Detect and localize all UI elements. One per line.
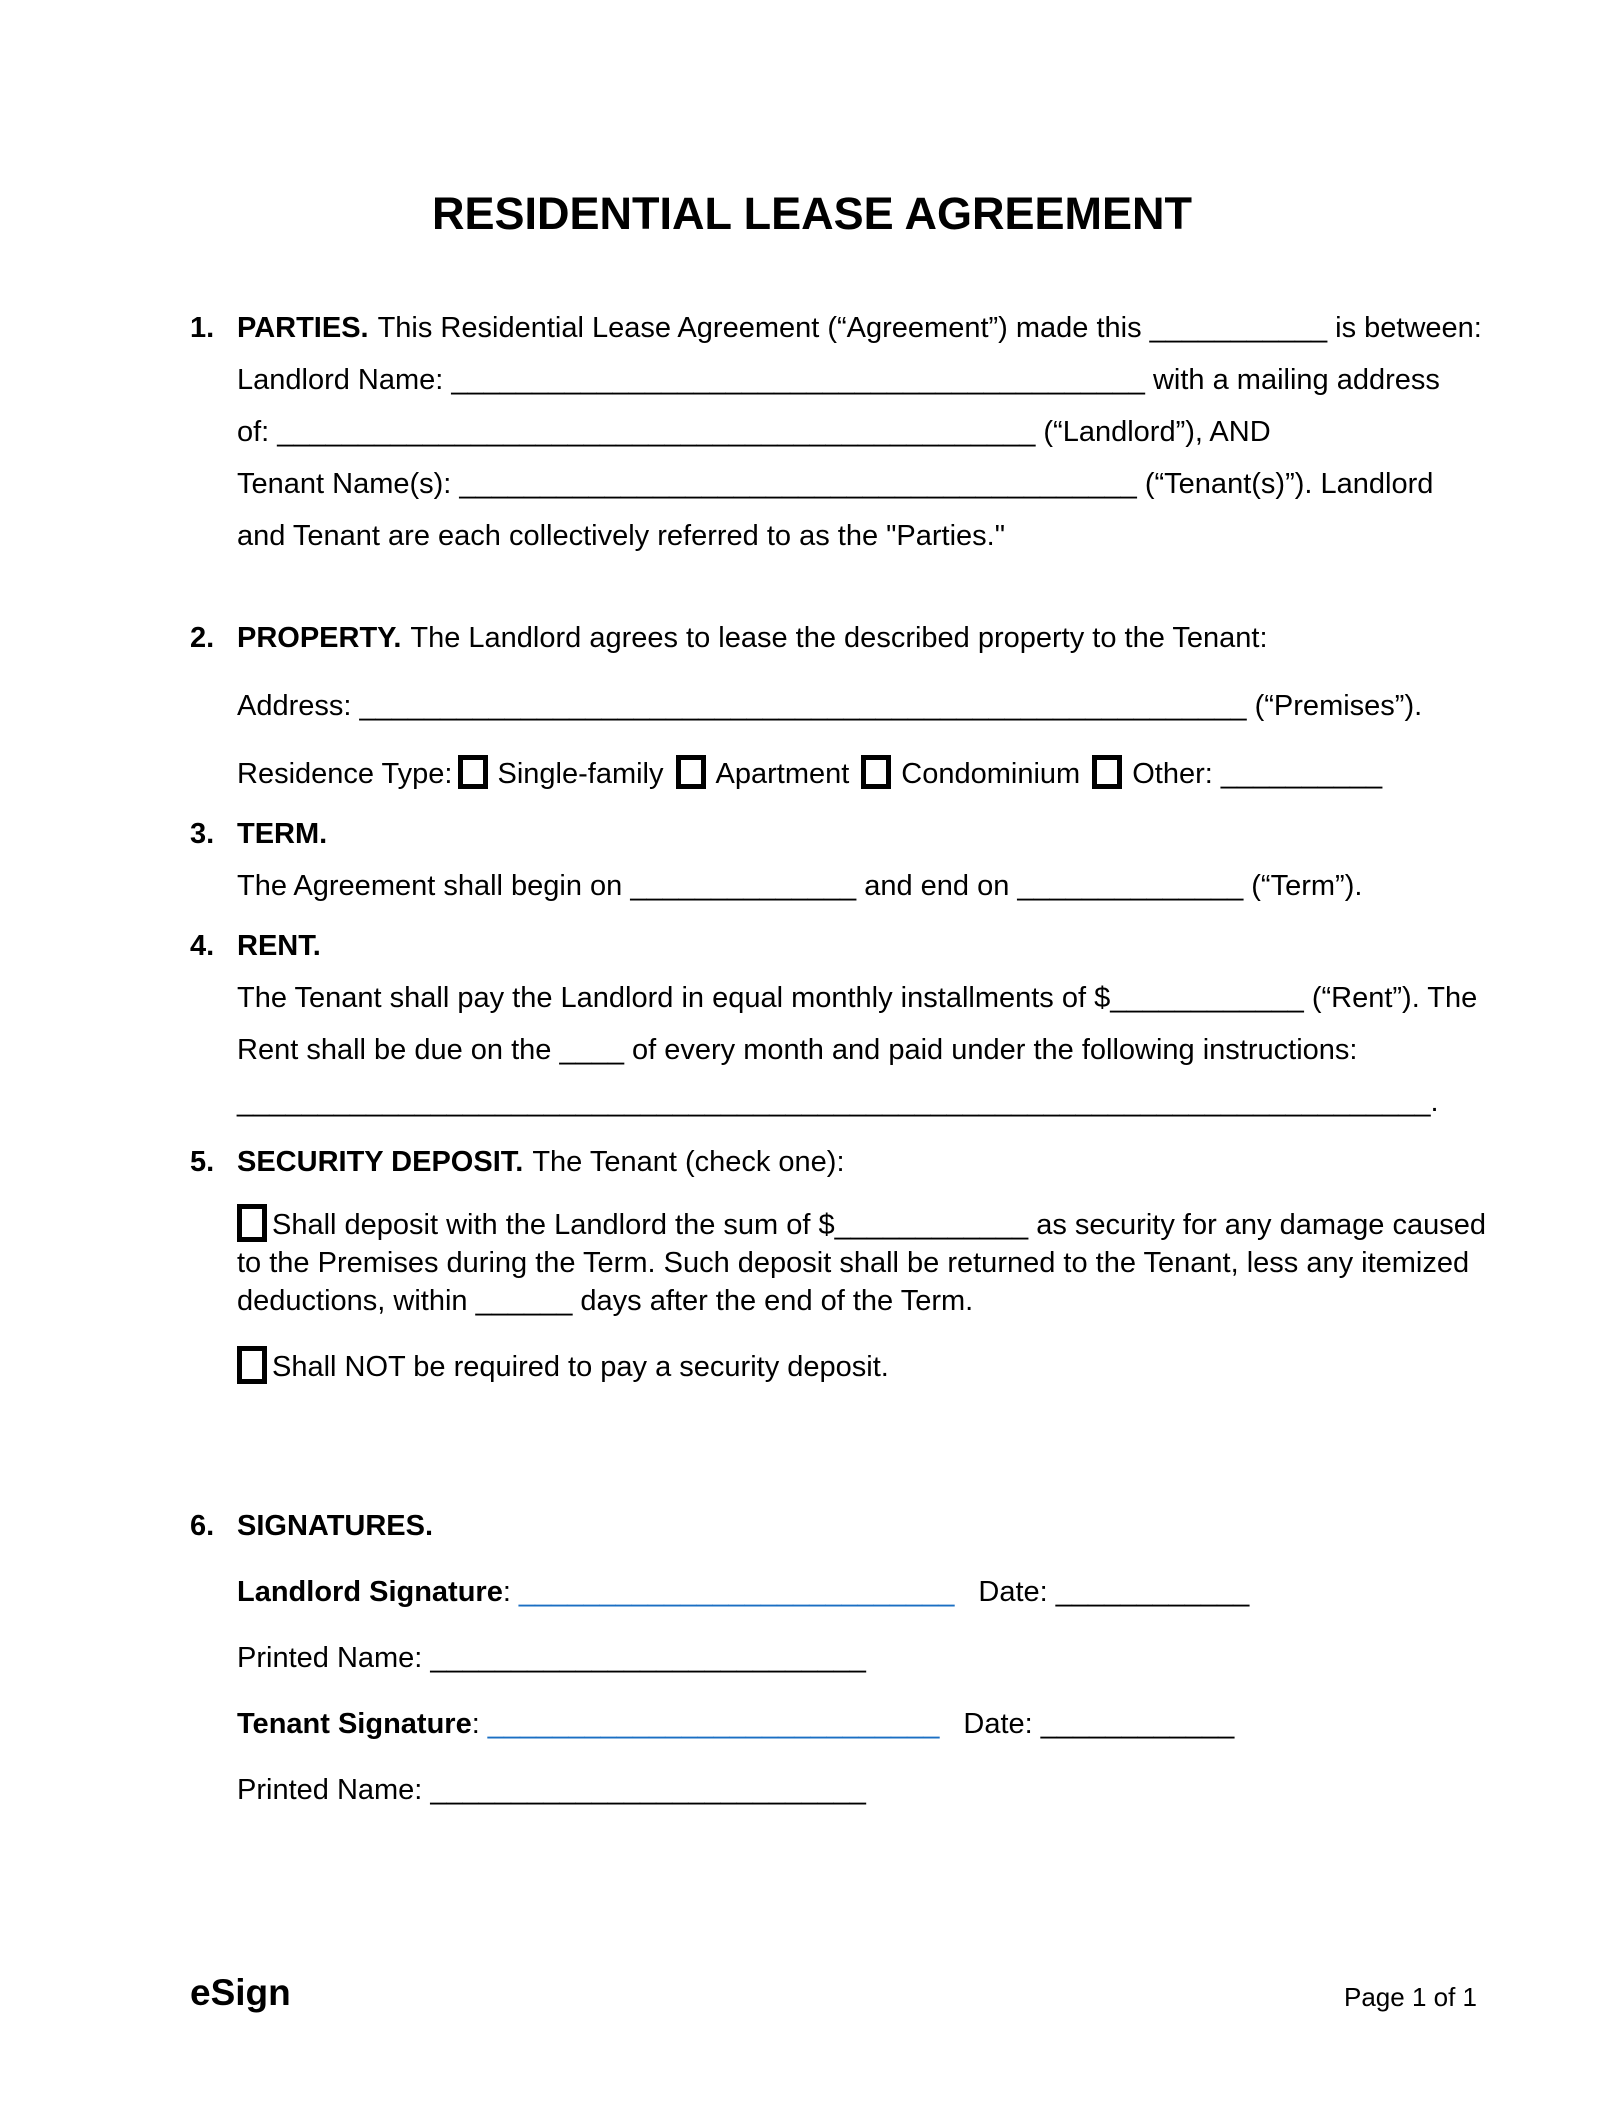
section-heading-parties: PARTIES. xyxy=(237,312,369,344)
landlord-signature-field[interactable]: ___________________________ xyxy=(518,1576,955,1608)
tenant-name-line: Tenant Name(s): __________________________________________ (“Tenant(s)”). Landlord xyxy=(237,468,1434,500)
term-dates-line: The Agreement shall begin on ______________ and end on ______________ (“Term”). xyxy=(237,870,1363,902)
section-signatures xyxy=(190,1500,1484,1816)
section-heading-rent: RENT. xyxy=(237,930,321,962)
parties-collective-line: and Tenant are each collectively referred to as the "Parties." xyxy=(237,520,1006,552)
section-term xyxy=(190,808,1484,912)
section-rent xyxy=(190,920,1484,1128)
esign-logo: eSign xyxy=(190,1972,291,2013)
tenant-printed-name-blank: ___________________________ xyxy=(430,1774,866,1806)
residence-option-single-family: Single-family xyxy=(497,758,664,790)
date-label: Date: xyxy=(963,1708,1033,1740)
landlord-date-blank: ____________ xyxy=(1055,1576,1250,1608)
section-heading-security-deposit: SECURITY DEPOSIT. xyxy=(237,1146,524,1178)
date-label: Date: xyxy=(978,1576,1048,1608)
landlord-address-line: of: _______________________________________________ (“Landlord”), AND xyxy=(237,416,1271,448)
deposit-option-shall-deposit xyxy=(237,1204,1484,1320)
tenant-date-blank: ____________ xyxy=(1040,1708,1235,1740)
printed-name-label: Printed Name: xyxy=(237,1642,423,1674)
parties-intro-text: This Residential Lease Agreement (“Agreement”) made this ___________ is between: xyxy=(377,312,1482,344)
section-heading-signatures: SIGNATURES. xyxy=(237,1510,434,1542)
section-number: 2. xyxy=(190,622,215,654)
residence-option-other-label: Other: xyxy=(1132,758,1213,790)
rent-amount-line: The Tenant shall pay the Landlord in equal monthly installments of $____________ (“Rent”). The xyxy=(237,982,1478,1014)
residence-type-label: Residence Type: xyxy=(237,758,453,790)
page-number: Page 1 of 1 xyxy=(1344,1982,1477,2012)
section-parties xyxy=(190,302,1484,562)
section-property xyxy=(190,612,1484,800)
checkbox-single-family[interactable] xyxy=(458,755,488,789)
residence-type-line xyxy=(237,748,1484,800)
landlord-printed-name-row xyxy=(237,1632,1484,1684)
deposit-option1-text-line1: Shall deposit with the Landlord the sum of $____________ as security for any damage caused xyxy=(272,1209,1486,1241)
rent-due-line: Rent shall be due on the ____ of every month and paid under the following instructions: xyxy=(237,1034,1358,1066)
tenant-printed-name-row xyxy=(237,1764,1484,1816)
label-colon: : xyxy=(502,1576,511,1608)
deposit-option1-text-line3: deductions, within ______ days after the end of the Term. xyxy=(237,1285,974,1317)
section-heading-term: TERM. xyxy=(237,818,328,850)
printed-name-label: Printed Name: xyxy=(237,1774,423,1806)
residence-option-condominium: Condominium xyxy=(901,758,1081,790)
tenant-signature-row xyxy=(237,1698,1484,1750)
property-intro-text: The Landlord agrees to lease the described property to the Tenant: xyxy=(410,622,1268,654)
section-number: 3. xyxy=(190,818,215,850)
tenant-signature-label: Tenant Signature xyxy=(237,1708,472,1740)
label-colon: : xyxy=(471,1708,480,1740)
section-heading-property: PROPERTY. xyxy=(237,622,402,654)
checkbox-shall-deposit[interactable] xyxy=(237,1204,267,1242)
checkbox-other[interactable] xyxy=(1092,755,1122,789)
rent-instructions-blank-line: __________________________________________________________________________. xyxy=(237,1086,1439,1118)
residence-other-blank: __________ xyxy=(1220,758,1383,790)
checkbox-condominium[interactable] xyxy=(861,755,891,789)
section-number: 5. xyxy=(190,1146,215,1178)
deposit-option1-text-line2: to the Premises during the Term. Such deposit shall be returned to the Tenant, less any itemized xyxy=(237,1247,1470,1279)
section-number: 1. xyxy=(190,312,215,344)
checkbox-apartment[interactable] xyxy=(676,755,706,789)
page-title: RESIDENTIAL LEASE AGREEMENT xyxy=(431,188,1193,239)
deposit-intro-text: The Tenant (check one): xyxy=(532,1146,845,1178)
landlord-signature-row xyxy=(237,1566,1484,1618)
landlord-printed-name-blank: ___________________________ xyxy=(430,1642,866,1674)
landlord-signature-label: Landlord Signature xyxy=(237,1576,503,1608)
section-number: 6. xyxy=(190,1510,215,1542)
section-number: 4. xyxy=(190,930,215,962)
landlord-name-line: Landlord Name: ___________________________________________ with a mailing address xyxy=(237,364,1440,396)
section-security-deposit xyxy=(190,1136,1484,1386)
checkbox-no-deposit[interactable] xyxy=(237,1346,267,1384)
property-address-line: Address: _______________________________________________________ (“Premises”). xyxy=(237,690,1423,722)
tenant-signature-field[interactable]: ____________________________ xyxy=(487,1708,940,1740)
residence-option-apartment: Apartment xyxy=(715,758,850,790)
deposit-option-no-deposit xyxy=(237,1346,1484,1386)
deposit-option2-text: Shall NOT be required to pay a security deposit. xyxy=(272,1351,889,1383)
